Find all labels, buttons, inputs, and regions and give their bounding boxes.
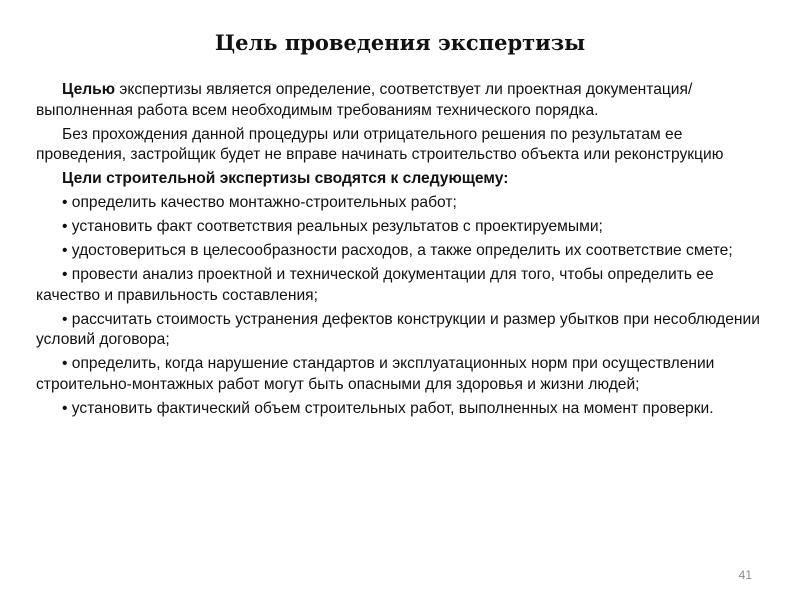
intro-paragraph [36,80,764,121]
goal-item-6: • определить, когда нарушение стандартов и эксплуатационных норм при осуществлении строительно-монтажных работ могут быть опасными для здоровья и жизни людей; [36,355,715,393]
goal-item-4: • провести анализ проектной и технической документации для того, чтобы определить ее качество и правильность составления; [36,266,714,304]
goal-item-1: • определить качество монтажно-строительных работ; [62,194,457,211]
intro-rest: экспертизы является определение, соответствует ли проектная документация/выполненная работа всем необходимым требованиям технического порядка. [36,81,693,119]
goal-item-2: • установить факт соответствия реальных результатов с проектируемыми; [62,218,603,235]
goal-item-7: • установить фактический объем строительных работ, выполненных на момент проверки. [62,399,714,417]
slide-body [36,80,764,423]
paragraph-2: Без прохождения данной процедуры или отрицательного решения по результатам ее проведения, застройщик будет не вправе начинать строительство объекта или реконструкцию [36,125,724,163]
goals-heading: Цели строительной экспертизы сводятся к следующему: [62,170,509,187]
goal-item-5: • рассчитать стоимость устранения дефектов конструкции и размер убытков при несоблюдении условий договора; [36,310,760,348]
goal-item-3: • удостовериться в целесообразности расходов, а также определить их соответствие смете; [62,242,733,259]
slide-title: Цель проведения экспертизы [214,30,586,55]
intro-lead: Целью [62,81,116,98]
page-number: 41 [738,568,752,582]
